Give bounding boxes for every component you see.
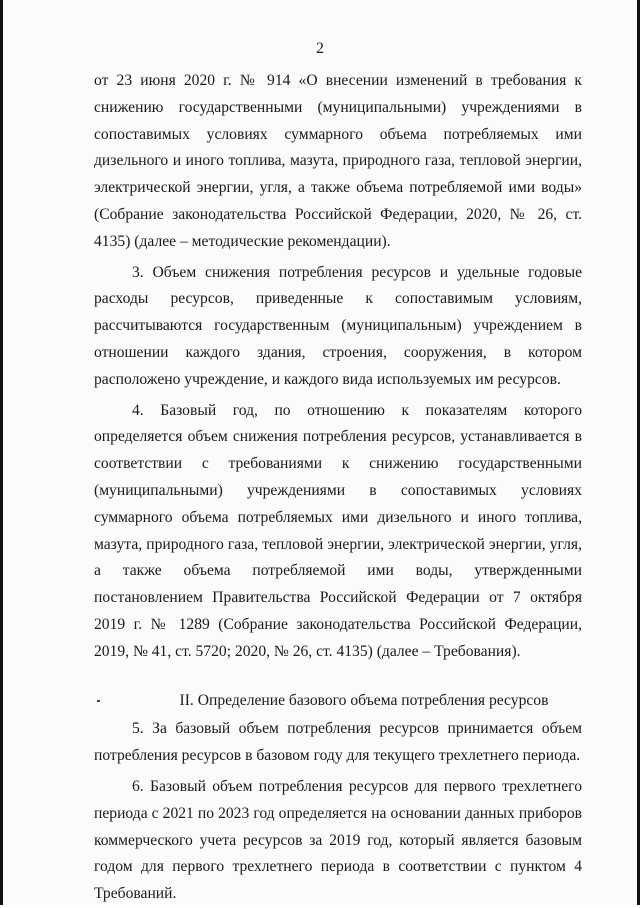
document-body (94, 68, 582, 908)
paragraph-item-5: 5. За базовый объем потребления ресурсов принимается объем потребления ресурсов в базовом году для текущего трехлетнего периода. (94, 720, 582, 765)
scan-edge-left (0, 0, 3, 905)
paragraph-item-6: 6. Базовый объем потребления ресурсов для первого трехлетнего периода с 2021 по 2023 год определяется на основании данных приборов коммерческого учета ресурсов за 2019 год, который является базовым годом для первого трехлетнего периода в соответствии с пунктом 4 Требований. (94, 777, 582, 903)
paragraph-item-3: 3. Объем снижения потребления ресурсов и удельные годовые расходы ресурсов, приведенные к сопоставимым условиям, рассчитываются государственным (муниципальным) учреждением в отношении каждого здания, строения, сооружения, в котором расположено учреждение, и каждого вида используемых им ресурсов. (94, 263, 582, 388)
page-number: 2 (316, 40, 324, 57)
paragraph-continuation: от 23 июня 2020 г. № 914 «О внесении изменений в требования к снижению государственными (муниципальными) учреждениями в сопоставимых условиях суммарного объема потребляемых ими дизельного и иного топлива, мазута, природного газа, тепловой энергии, электрической энергии, угля, а также объема потребляемой ими воды» (Собрание законодательства Российской Федерации, 2020, № 26, ст. 4135) (далее – методические рекомендации). (94, 72, 582, 250)
paragraph-item-4: 4. Базовый год, по отношению к показателям которого определяется объем снижения потребления ресурсов, устанавливается в соответствии с требованиями к снижению государственными (муниципальными) учреждениями в сопоставимых условиях суммарного объема потребляемых ими дизельного и иного топлива, мазута, природного газа, тепловой энергии, электрической энергии, угля, а также объема потребляемой ими воды, утвержденными постановлением Правительства Российской Федерации от 7 октября 2019 г. № 1289 (Собрание законодательства Российской Федерации, 2019, № 41, ст. 5720; 2020, № 26, ст. 4135) (далее – Требования). (94, 401, 582, 660)
section-heading: II. Определение базового объема потребления ресурсов (179, 691, 549, 709)
